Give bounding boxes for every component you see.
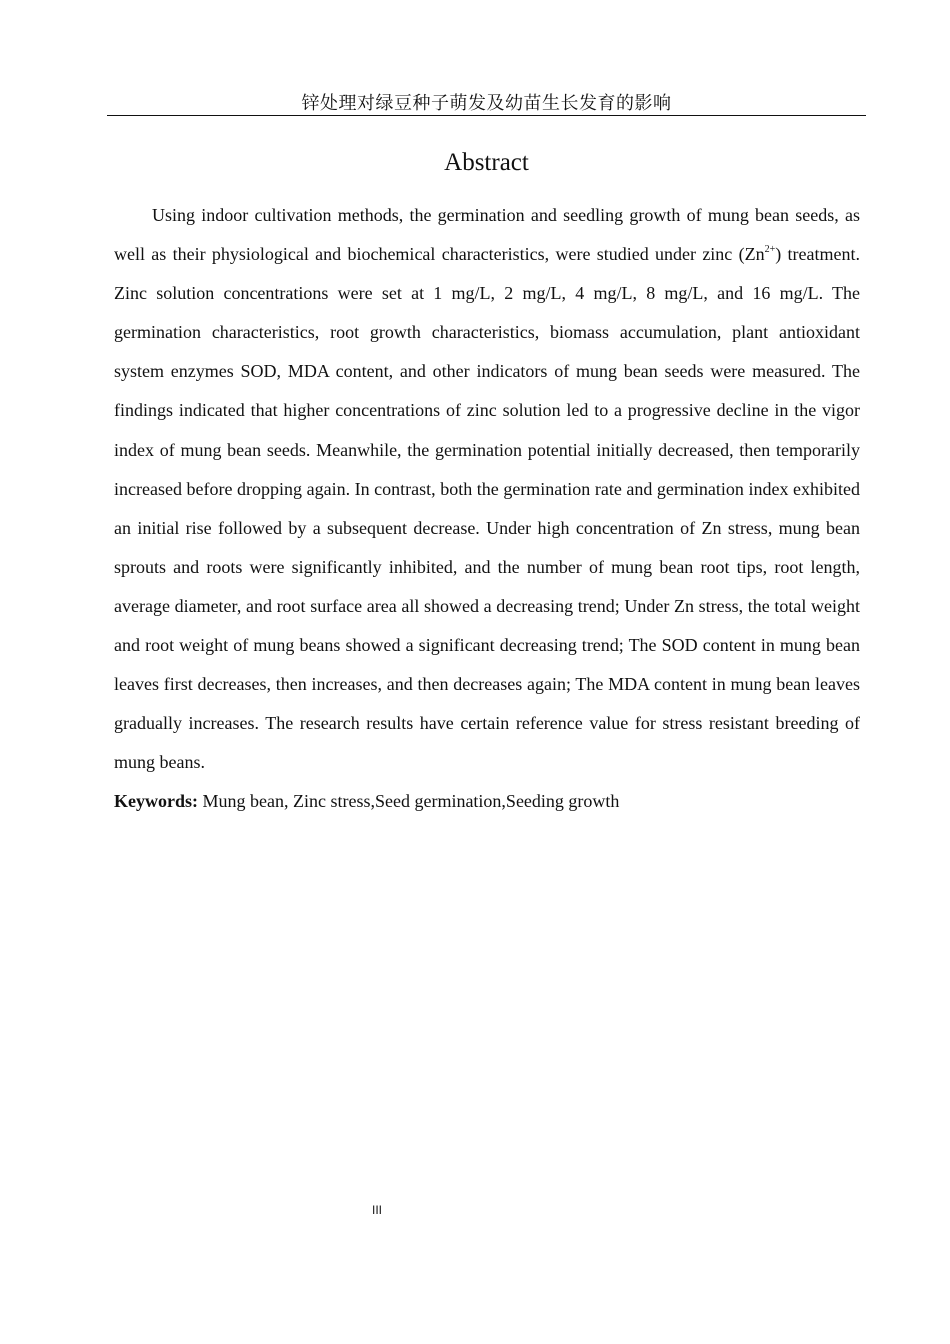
page-number: III [371,1203,382,1217]
running-header-title: 锌处理对绿豆种子萌发及幼苗生长发育的影响 [301,93,672,114]
keywords-label: Keywords: [114,791,198,811]
keywords-value: Mung bean, Zinc stress,Seed germination,Seeding growth [198,791,620,811]
abstract-heading: Abstract [444,149,529,176]
abstract-body [114,196,860,782]
abstract-text-part2: ) treatment. Zinc solution concentrations were set at 1 mg/L, 2 mg/L, 4 mg/L, 8 mg/L, and 16 mg/L. The germination characteristics, root growth characteristics, biomass accumulation, plant antioxidant system enzymes SOD, MDA content, and other indicators of mung bean seeds were measured. The findings indicated that higher concentrations of zinc solution led to a progressive decline in the vigor index of mung bean seeds. Meanwhile, the germination potential initially decreased, then temporarily increased before dropping again. In contrast, both the germination rate and germination index exhibited an initial rise followed by a subsequent decrease. Under high concentration of Zn stress, mung bean sprouts and roots were significantly inhibited, and the number of mung bean root tips, root length, average diameter, and root surface area all showed a decreasing trend; Under Zn stress, the total weight and root weight of mung beans showed a significant decreasing trend; The SOD content in mung bean leaves first decreases, then increases, and then decreases again; The MDA content in mung bean leaves gradually increases. The research results have certain reference value for stress resistant breeding of mung beans. [114,244,860,773]
zinc-ion-superscript: 2+ [764,244,776,256]
abstract-text-part1: Using indoor cultivation methods, the germination and seedling growth of mung bean seeds, as well as their physiological and biochemical characteristics, were studied under zinc (Zn [114,205,860,265]
keywords-line [114,789,860,813]
header-rule [107,115,866,116]
